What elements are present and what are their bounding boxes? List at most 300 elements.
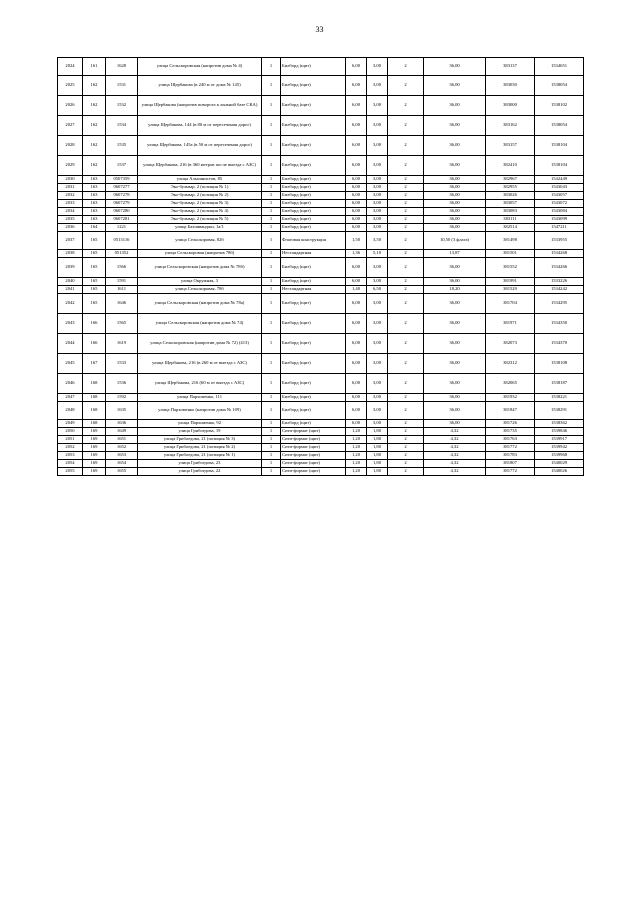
table-cell: улица Сельскоровская (напротив дома № 74) xyxy=(138,314,262,334)
table-cell: 1534295 xyxy=(535,294,584,314)
table-cell: 2 xyxy=(388,468,424,476)
table-row xyxy=(58,334,584,354)
table-cell: 2034 xyxy=(58,208,83,216)
table-cell: 168 xyxy=(83,394,106,402)
table-cell: Сити-формат (щит) xyxy=(281,444,346,452)
table-cell: 6,00 xyxy=(346,278,367,286)
table-cell: 1533955 xyxy=(535,232,584,250)
table-cell: 1543043 xyxy=(535,184,584,192)
table-cell: 1539917 xyxy=(535,436,584,444)
table-row xyxy=(58,428,584,436)
table-cell: 1 xyxy=(262,208,281,216)
table-cell: 1539968 xyxy=(535,452,584,460)
table-cell: 36,00 xyxy=(424,184,486,192)
table-cell: 1 xyxy=(262,452,281,460)
table-cell: улица Сельскоровская (напротив дома № 78б) xyxy=(138,258,262,278)
table-cell: 1,36 xyxy=(346,250,367,258)
table-cell: 1538187 xyxy=(535,374,584,394)
table-cell: 381704 xyxy=(486,294,535,314)
table-cell: улица Грибоедова, 21 (позиция № 2) xyxy=(138,444,262,452)
table-row xyxy=(58,208,584,216)
table-cell: 1533 xyxy=(106,354,138,374)
table-cell: 2048 xyxy=(58,402,83,420)
table-cell: улица Сельскоровская (напротив дома № 72) (413) xyxy=(138,334,262,354)
table-cell: 1565 xyxy=(106,314,138,334)
table-cell: 2036 xyxy=(58,224,83,232)
table-cell: Билборд (щит) xyxy=(281,216,346,224)
table-row xyxy=(58,354,584,374)
table-cell: 36,00 xyxy=(424,200,486,208)
table-cell: 1 xyxy=(262,258,281,278)
table-cell: 4,32 xyxy=(424,460,486,468)
table-cell: 2031 xyxy=(58,184,83,192)
table-cell: 2028 xyxy=(58,136,83,156)
table-cell: Билборд (щит) xyxy=(281,156,346,176)
table-row xyxy=(58,278,584,286)
table-cell: 36,00 xyxy=(424,334,486,354)
table-cell: 1543099 xyxy=(535,216,584,224)
table-cell: 381529 xyxy=(486,286,535,294)
table-cell: 36,00 xyxy=(424,192,486,200)
table-cell: 36,00 xyxy=(424,176,486,184)
table-cell: 6,00 xyxy=(346,208,367,216)
table-cell: 2 xyxy=(388,444,424,452)
table-row xyxy=(58,460,584,468)
table-cell: 3,00 xyxy=(367,116,388,136)
table-cell: 1534242 xyxy=(535,286,584,294)
table-cell: 381932 xyxy=(486,394,535,402)
table-cell: 1655 xyxy=(106,468,138,476)
table-cell: 1 xyxy=(262,76,281,96)
table-cell: 169 xyxy=(83,428,106,436)
table-cell: 6,00 xyxy=(346,96,367,116)
table-cell: 2035 xyxy=(58,216,83,224)
table-cell: 3,00 xyxy=(367,334,388,354)
table-cell: Билборд (щит) xyxy=(281,374,346,394)
table-cell: 1 xyxy=(262,216,281,224)
table-cell: 1542449 xyxy=(535,176,584,184)
table-cell: 1646 xyxy=(106,294,138,314)
table-cell: Сити-формат (щит) xyxy=(281,452,346,460)
table-cell: 3,00 xyxy=(367,402,388,420)
table-cell: улица Сельскоровская (напротив дома № 78а) xyxy=(138,294,262,314)
table-cell: улица Сельскоровая, 78б xyxy=(138,286,262,294)
table-cell: 6,00 xyxy=(346,58,367,76)
table-cell: улица Сельскоровая, 82б xyxy=(138,232,262,250)
table-cell: 6,00 xyxy=(346,294,367,314)
table-cell: улица Щербакова, 144 (в 80 м от пересечения дорог) xyxy=(138,116,262,136)
table-cell: 1,80 xyxy=(367,428,388,436)
table-cell: 1,50 xyxy=(346,232,367,250)
table-cell: 2038 xyxy=(58,250,83,258)
table-cell: 1619 xyxy=(106,334,138,354)
table-cell: 36,00 xyxy=(424,374,486,394)
table-cell: 3,00 xyxy=(367,208,388,216)
table-cell: 3,00 xyxy=(367,58,388,76)
table-cell: 1540029 xyxy=(535,460,584,468)
table-cell: 381783 xyxy=(486,452,535,460)
table-cell: Билборд (щит) xyxy=(281,402,346,420)
table-cell: улица Сельскоровая (напротив 78б) xyxy=(138,250,262,258)
table-cell: 36,00 xyxy=(424,58,486,76)
table-cell: 163 xyxy=(83,184,106,192)
table-cell: 2 xyxy=(388,156,424,176)
table-row xyxy=(58,224,584,232)
table-cell: 2054 xyxy=(58,460,83,468)
table-cell: 2 xyxy=(388,278,424,286)
table-cell: 162 xyxy=(83,156,106,176)
table-cell: 1534266 xyxy=(535,258,584,278)
table-cell: 3,00 xyxy=(367,216,388,224)
table-cell: 36,00 xyxy=(424,278,486,286)
table-cell: 2 xyxy=(388,428,424,436)
table-cell: 2053 xyxy=(58,452,83,460)
table-cell: 36,00 xyxy=(424,156,486,176)
table-row xyxy=(58,116,584,136)
table-cell: 165 xyxy=(83,294,106,314)
table-cell: 6,00 xyxy=(346,116,367,136)
table-cell: Билборд (щит) xyxy=(281,334,346,354)
table-cell: 166 xyxy=(83,334,106,354)
table-cell: 169 xyxy=(83,452,106,460)
table-cell: Сити-формат (щит) xyxy=(281,436,346,444)
table-cell: 5,10 xyxy=(367,250,388,258)
table-cell: 1538108 xyxy=(535,354,584,374)
table-cell: 166 xyxy=(83,314,106,334)
table-cell: 6,00 xyxy=(346,314,367,334)
table-cell: Билборд (щит) xyxy=(281,184,346,192)
table-cell: 383157 xyxy=(486,136,535,156)
table-cell: 3,00 xyxy=(367,76,388,96)
table-cell: 6,00 xyxy=(346,374,367,394)
table-cell: 2 xyxy=(388,192,424,200)
table-row xyxy=(58,394,584,402)
table-cell: 4,32 xyxy=(424,444,486,452)
table-cell: 2047 xyxy=(58,394,83,402)
table-cell: улица Грибоедова, 21 (позиция № 3) xyxy=(138,436,262,444)
table-cell: 1651 xyxy=(106,436,138,444)
table-cell: 3,00 xyxy=(367,278,388,286)
table-cell: 381847 xyxy=(486,402,535,420)
table-cell: 1 xyxy=(262,468,281,476)
table-cell: 1547211 xyxy=(535,224,584,232)
table-row xyxy=(58,402,584,420)
table-cell: 162 xyxy=(83,136,106,156)
table-cell: 1538054 xyxy=(535,76,584,96)
table-cell: 1 xyxy=(262,420,281,428)
table-cell: 383000 xyxy=(486,96,535,116)
table-cell: 3,00 xyxy=(367,374,388,394)
table-cell: 0607277 xyxy=(106,184,138,192)
table-cell: 6,00 xyxy=(346,176,367,184)
table-row xyxy=(58,136,584,156)
table-cell: Билборд (щит) xyxy=(281,420,346,428)
table-cell: 36,00 xyxy=(424,224,486,232)
table-cell: 1,20 xyxy=(346,428,367,436)
table-cell: 381763 xyxy=(486,436,535,444)
table-cell: 6,00 xyxy=(346,184,367,192)
table-cell: 36,00 xyxy=(424,208,486,216)
table-cell: 381971 xyxy=(486,314,535,334)
table-cell: 3,00 xyxy=(367,420,388,428)
table-cell: 168 xyxy=(83,402,106,420)
table-cell: Нестандартная xyxy=(281,286,346,294)
table-cell: 2026 xyxy=(58,96,83,116)
table-cell: 1 xyxy=(262,286,281,294)
table-cell: 1 xyxy=(262,96,281,116)
table-cell: 36,00 xyxy=(424,136,486,156)
table-cell: 2 xyxy=(388,314,424,334)
table-row xyxy=(58,156,584,176)
table-cell: улица Щербакова (напротив поворота к лыжной базе СКА) xyxy=(138,96,262,116)
table-cell: Эко-бульвар, 2 (позиция № 5) xyxy=(138,216,262,224)
table-row xyxy=(58,176,584,184)
table-cell: 6,00 xyxy=(346,402,367,420)
table-cell: 0507359 xyxy=(106,176,138,184)
table-cell: Эко-бульвар, 2 (позиция № 3) xyxy=(138,200,262,208)
table-cell: 1654 xyxy=(106,460,138,468)
table-cell: 1 xyxy=(262,444,281,452)
table-cell: 2032 xyxy=(58,192,83,200)
table-cell: 4,32 xyxy=(424,452,486,460)
table-cell: улица Пархоменко, 111 xyxy=(138,394,262,402)
table-cell: 4,32 xyxy=(424,468,486,476)
table-cell: Билборд (щит) xyxy=(281,394,346,402)
table-cell: 0607279 xyxy=(106,200,138,208)
table-cell: 2052 xyxy=(58,444,83,452)
table-cell: Билборд (щит) xyxy=(281,116,346,136)
table-cell: 6,50 xyxy=(367,286,388,294)
table-cell: 4,32 xyxy=(424,436,486,444)
table-cell: 6,00 xyxy=(346,76,367,96)
table-cell: 1534268 xyxy=(535,250,584,258)
table-cell: 3,50 xyxy=(367,232,388,250)
table-cell: 6,00 xyxy=(346,354,367,374)
table-cell: 382065 xyxy=(486,374,535,394)
table-cell: 381552 xyxy=(486,258,535,278)
table-cell: 383111 xyxy=(486,216,535,224)
table-cell: 381772 xyxy=(486,444,535,452)
table-cell: 381498 xyxy=(486,232,535,250)
table-cell: 1221 xyxy=(106,224,138,232)
table-cell: 2 xyxy=(388,394,424,402)
table-cell: улица Щербакова, 145а (в 50 м от пересечения дорог) xyxy=(138,136,262,156)
table-cell: 36,00 xyxy=(424,394,486,402)
table-cell: 382312 xyxy=(486,354,535,374)
table-cell: 1 xyxy=(262,294,281,314)
table-cell: Билборд (щит) xyxy=(281,314,346,334)
table-cell: 1635 xyxy=(106,402,138,420)
table-cell: 1538221 xyxy=(535,394,584,402)
table-cell: 6,00 xyxy=(346,156,367,176)
table-cell: 2043 xyxy=(58,314,83,334)
table-cell: 1538362 xyxy=(535,420,584,428)
table-cell: 1 xyxy=(262,354,281,374)
table-row xyxy=(58,286,584,294)
table-cell: 36,00 xyxy=(424,116,486,136)
table-cell: 1653 xyxy=(106,452,138,460)
table-cell: 1543072 xyxy=(535,200,584,208)
table-row xyxy=(58,200,584,208)
table-row xyxy=(58,232,584,250)
table-cell: 3,00 xyxy=(367,354,388,374)
table-cell: 168 xyxy=(83,420,106,428)
table-row xyxy=(58,58,584,76)
table-cell: 169 xyxy=(83,436,106,444)
table-cell: 1 xyxy=(262,58,281,76)
table-cell: 1 xyxy=(262,224,281,232)
table-cell: 1538102 xyxy=(535,96,584,116)
table-cell: Билборд (щит) xyxy=(281,224,346,232)
table-cell: 1535 xyxy=(106,136,138,156)
table-cell: 163 xyxy=(83,216,106,224)
table-cell: 2 xyxy=(388,452,424,460)
table-cell: 163 xyxy=(83,176,106,184)
table-cell: 2037 xyxy=(58,232,83,250)
table-cell: Билборд (щит) xyxy=(281,354,346,374)
table-cell: 1543084 xyxy=(535,208,584,216)
table-cell: 161 xyxy=(83,58,106,76)
table-cell: 165 xyxy=(83,286,106,294)
table-cell: 3,00 xyxy=(367,96,388,116)
table-cell: 1,20 xyxy=(346,436,367,444)
table-cell: 36,00 xyxy=(424,294,486,314)
table-cell: 3,00 xyxy=(367,294,388,314)
table-row xyxy=(58,216,584,224)
table-cell: 2051 xyxy=(58,436,83,444)
table-row xyxy=(58,76,584,96)
table-cell: Билборд (щит) xyxy=(281,96,346,116)
table-cell: 1,80 xyxy=(367,468,388,476)
table-cell: 6,00 xyxy=(346,420,367,428)
table-cell: 162 xyxy=(83,76,106,96)
table-cell: Билборд (щит) xyxy=(281,176,346,184)
table-cell: 1649 xyxy=(106,428,138,436)
table-cell: 1536 xyxy=(106,374,138,394)
table-cell: улица Щербакова (в 240 м от дома № 145) xyxy=(138,76,262,96)
table-cell: 2025 xyxy=(58,76,83,96)
table-cell: 1531 xyxy=(106,76,138,96)
table-cell: 1 xyxy=(262,436,281,444)
table-cell: 381772 xyxy=(486,468,535,476)
table-cell: 1532 xyxy=(106,96,138,116)
table-cell: 383030 xyxy=(486,76,535,96)
table-cell: 162 xyxy=(83,116,106,136)
table-cell: Билборд (щит) xyxy=(281,294,346,314)
table-cell: 382073 xyxy=(486,334,535,354)
table-cell: 381735 xyxy=(486,428,535,436)
table-cell: 164 xyxy=(83,224,106,232)
table-cell: 1652 xyxy=(106,444,138,452)
table-cell: 2 xyxy=(388,224,424,232)
table-cell: 1 xyxy=(262,116,281,136)
table-cell: 1,20 xyxy=(346,444,367,452)
table-cell: 2042 xyxy=(58,294,83,314)
table-cell: 2050 xyxy=(58,428,83,436)
table-cell: 2 xyxy=(388,176,424,184)
table-cell: 2 xyxy=(388,136,424,156)
table-cell: 2055 xyxy=(58,468,83,476)
table-cell: 3,00 xyxy=(367,394,388,402)
table-cell: Билборд (щит) xyxy=(281,278,346,286)
table-cell: улица Грибоедова, 19 xyxy=(138,428,262,436)
table-cell: 1538054 xyxy=(535,116,584,136)
table-cell: 2039 xyxy=(58,258,83,278)
table-cell: 6,00 xyxy=(346,394,367,402)
table-cell: Сити-формат (щит) xyxy=(281,468,346,476)
page-number: 33 xyxy=(315,25,324,34)
table-cell: 169 xyxy=(83,468,106,476)
table-cell: Билборд (щит) xyxy=(281,76,346,96)
table-cell: 1591 xyxy=(106,278,138,286)
table-row xyxy=(58,184,584,192)
table-cell: 165 xyxy=(83,258,106,278)
table-cell: 4,32 xyxy=(424,428,486,436)
table-cell: 2 xyxy=(388,250,424,258)
table-cell: 36,00 xyxy=(424,216,486,224)
table-cell: Эко-бульвар, 2 (позиция № 2) xyxy=(138,192,262,200)
table-cell: 2 xyxy=(388,460,424,468)
table-cell: 1 xyxy=(262,428,281,436)
table-cell: 3,00 xyxy=(367,136,388,156)
table-row xyxy=(58,374,584,394)
table-cell: 1 xyxy=(262,184,281,192)
table-row xyxy=(58,192,584,200)
table-cell: 1,20 xyxy=(346,460,367,468)
table-cell: 6,00 xyxy=(346,200,367,208)
table-cell: улица Грибоедова, 22 xyxy=(138,468,262,476)
table-cell: Эко-бульвар, 2 (позиция № 1) xyxy=(138,184,262,192)
table-cell: 2024 xyxy=(58,58,83,76)
table-row xyxy=(58,294,584,314)
table-cell: Билборд (щит) xyxy=(281,258,346,278)
table-cell: 1 xyxy=(262,394,281,402)
table-cell: 2030 xyxy=(58,176,83,184)
table-cell: 1,80 xyxy=(367,452,388,460)
table-cell: улица Грибоедова, 23 xyxy=(138,460,262,468)
table-cell: 6,00 xyxy=(346,224,367,232)
table-cell: 13,87 xyxy=(424,250,486,258)
table-cell: улица Альпинистов, 85 xyxy=(138,176,262,184)
table-cell: 2046 xyxy=(58,374,83,394)
table-cell: 1 xyxy=(262,314,281,334)
table-cell: 1 xyxy=(262,156,281,176)
table-cell: 2040 xyxy=(58,278,83,286)
table-cell: 1 xyxy=(262,232,281,250)
table-row xyxy=(58,258,584,278)
table-cell: 1539846 xyxy=(535,428,584,436)
table-cell: 2 xyxy=(388,58,424,76)
table-cell: 381991 xyxy=(486,278,535,286)
table-cell: 382967 xyxy=(486,176,535,184)
table-cell: 1,80 xyxy=(367,460,388,468)
table-cell: 2 xyxy=(388,116,424,136)
table-row xyxy=(58,314,584,334)
table-cell: 2 xyxy=(388,76,424,96)
table-cell: 167 xyxy=(83,354,106,374)
table-cell: 382955 xyxy=(486,184,535,192)
table-cell: 1,80 xyxy=(367,436,388,444)
table-cell: 163 xyxy=(83,200,106,208)
table-cell: 2049 xyxy=(58,420,83,428)
table-cell: 383083 xyxy=(486,208,535,216)
table-cell: 1 xyxy=(262,176,281,184)
table-cell: 1636 xyxy=(106,420,138,428)
table-cell: Билборд (щит) xyxy=(281,58,346,76)
table-cell: 163 xyxy=(83,192,106,200)
table-cell: улица Пархоменко (напротив дома № 109) xyxy=(138,402,262,420)
table-cell: 3,00 xyxy=(367,192,388,200)
